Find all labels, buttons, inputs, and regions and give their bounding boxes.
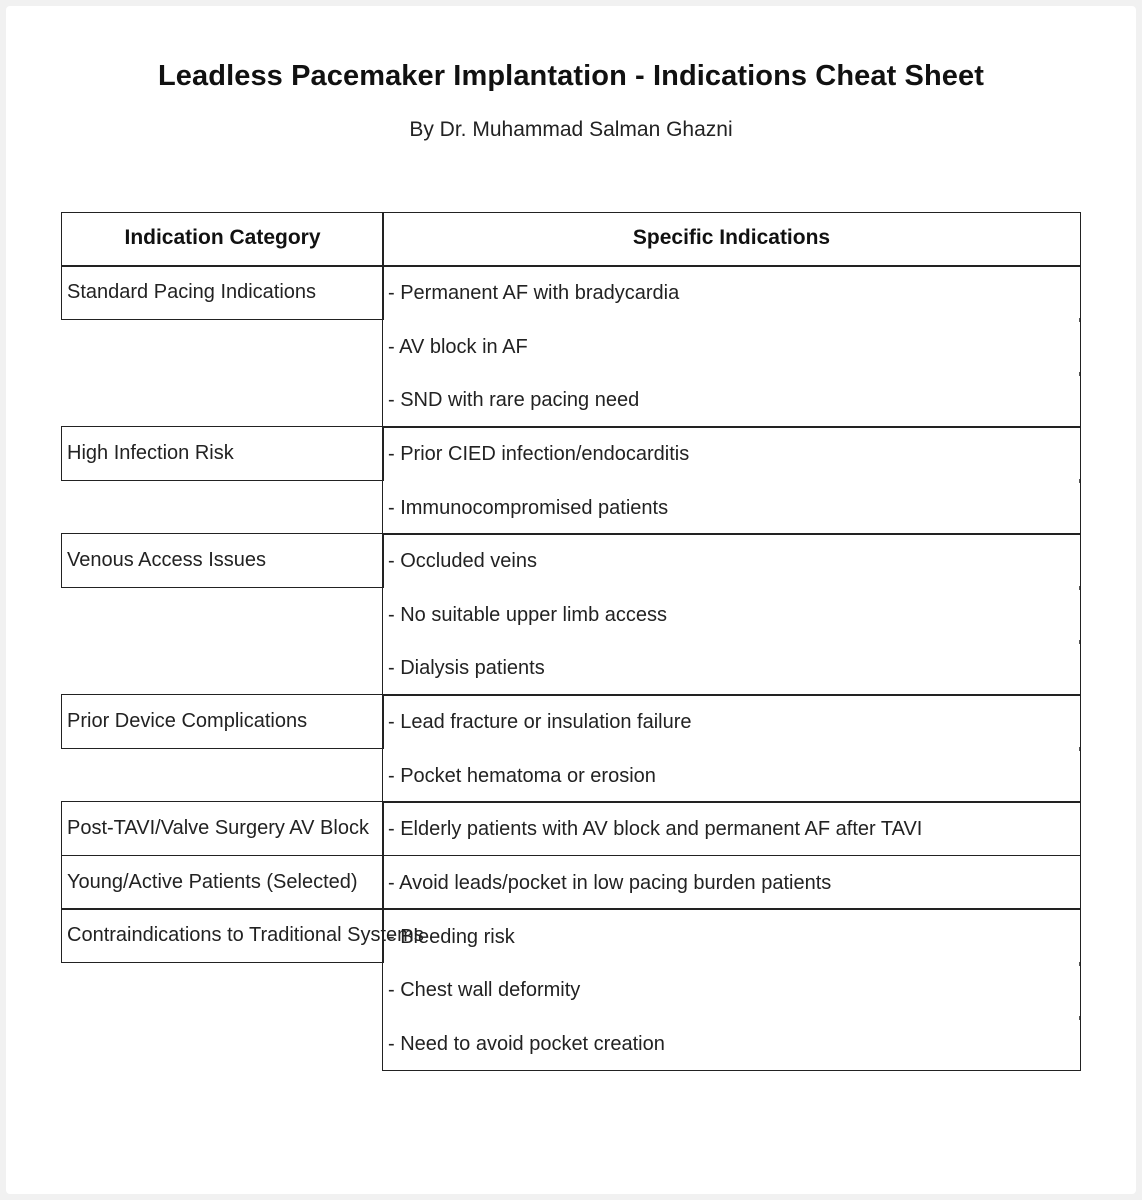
indication-item: - Need to avoid pocket creation <box>388 1033 665 1055</box>
category-cell: Prior Device Complications <box>61 694 384 749</box>
row-separator-tick <box>1079 479 1080 483</box>
indication-item: - AV block in AF <box>388 336 528 358</box>
header-specific-indications: Specific Indications <box>382 212 1081 267</box>
row-separator-tick <box>1079 372 1080 376</box>
row-separator-tick <box>1079 318 1080 322</box>
indication-item: - Lead fracture or insulation failure <box>388 711 692 733</box>
category-cell: Post-TAVI/Valve Surgery AV Block <box>61 801 384 856</box>
indication-item: - Prior CIED infection/endocarditis <box>388 443 690 465</box>
row-separator-tick <box>1079 747 1080 751</box>
indication-item: - Chest wall deformity <box>388 979 581 1001</box>
indication-item: - Permanent AF with bradycardia <box>388 282 680 304</box>
row-separator-tick <box>1079 586 1080 590</box>
indication-item: - Elderly patients with AV block and permanent AF after TAVI <box>388 818 923 840</box>
category-cell: Young/Active Patients (Selected) <box>61 855 384 910</box>
indication-item: - Avoid leads/pocket in low pacing burden patients <box>388 872 832 894</box>
row-separator-tick <box>1079 962 1080 966</box>
category-cell: Standard Pacing Indications <box>61 265 384 320</box>
category-cell: Contraindications to Traditional Systems <box>61 908 384 963</box>
category-cell: High Infection Risk <box>61 426 384 481</box>
row-separator-tick <box>1079 640 1080 644</box>
indication-item: - No suitable upper limb access <box>388 604 668 626</box>
category-cell: Venous Access Issues <box>61 533 384 588</box>
indication-item: - Immunocompromised patients <box>388 497 669 519</box>
indication-item: - Occluded veins <box>388 550 537 572</box>
indication-item: - Dialysis patients <box>388 657 545 679</box>
indication-item: - SND with rare pacing need <box>388 389 640 411</box>
document-title: Leadless Pacemaker Implantation - Indications Cheat Sheet <box>157 60 984 92</box>
document-author: By Dr. Muhammad Salman Ghazni <box>409 118 733 141</box>
indication-item: - Pocket hematoma or erosion <box>388 765 656 787</box>
row-separator-tick <box>1079 1016 1080 1020</box>
indication-item: - Bleeding risk <box>388 926 515 948</box>
header-indication-category: Indication Category <box>61 212 384 267</box>
